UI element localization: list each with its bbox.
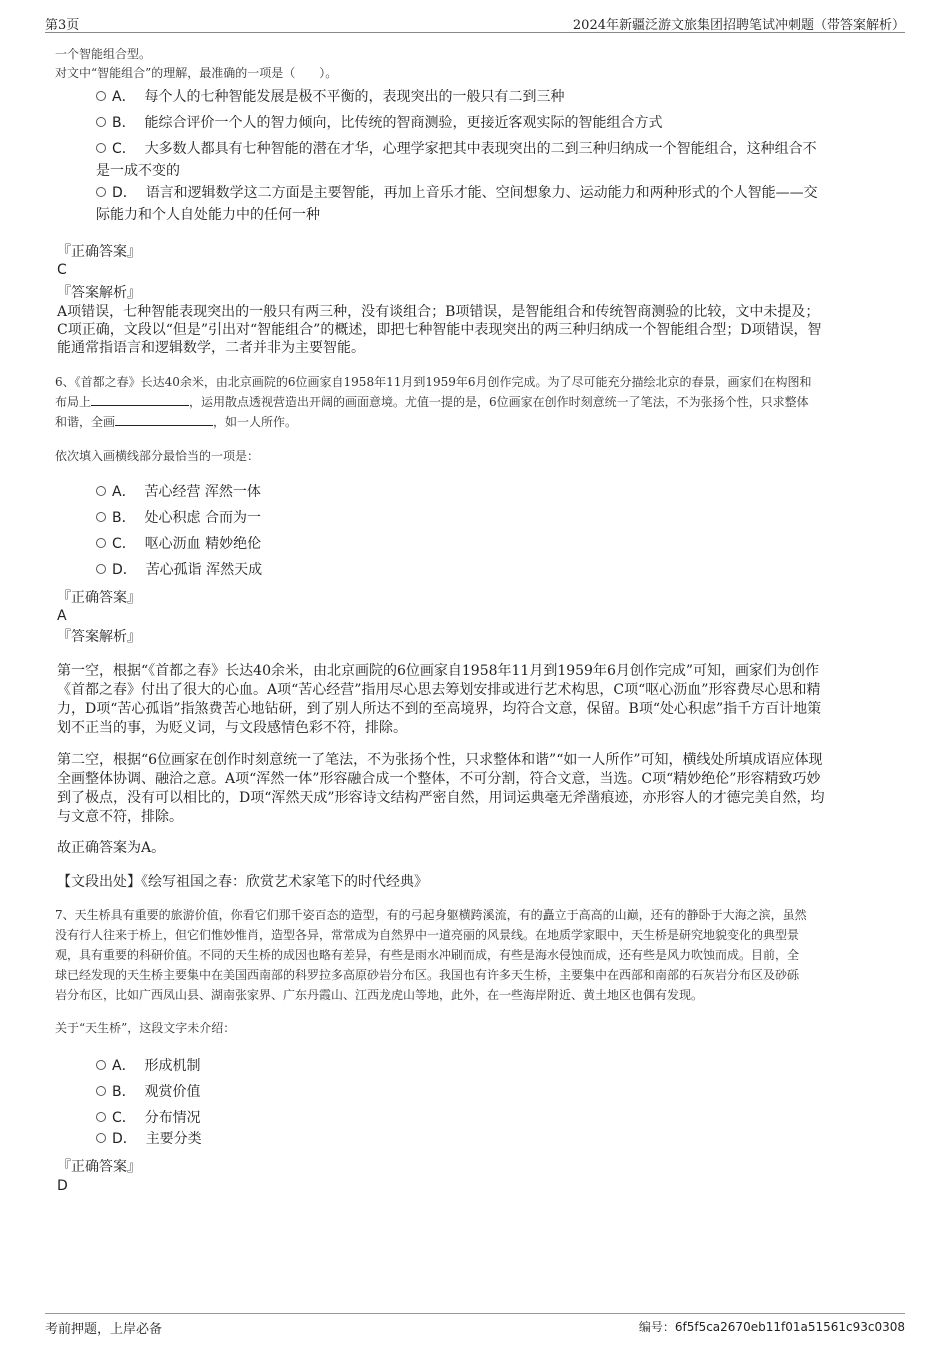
q7-stem-line: 7、天生桥具有重要的旅游价值，你看它们那千姿百态的造型，有的弓起身躯横跨溪流，有的矗立于高高的山巅，还有的静卧于大海之滨，虽然 [55,908,807,922]
q6-stem-1: 6、《首都之春》长达40余米，由北京画院的6位画家自1958年11月到1959年6月创作完成。为了尽可能充分描绘北京的春景，画家们在构图和 [55,375,812,389]
radio-icon[interactable] [96,512,106,522]
q5-option-c[interactable]: C． 大多数人都具有七种智能的潜在才华，心理学家把其中表现突出的二到三种归纳成一个智能组合，这种组合不 [96,138,817,160]
q6-analysis-line: 到了极点，没有可以相比的，D项“浑然天成”形容诗文结构严密自然，用词运典毫无斧凿痕迹，亦形容人的才德完美自然，均 [57,790,825,806]
q6-analysis-line: 第二空，根据“6位画家在创作时刻意统一了笔法，不为张扬个性，只求整体和谐”“如一人所作”可知，横线处所填成语应体现 [57,752,823,768]
q5-option-b[interactable]: B． 能综合评价一个人的智力倾向，比传统的智商测验，更接近客观实际的智能组合方式 [96,112,663,134]
q6-stem-3: 和谐，全画 ，如一人所作。 [55,415,298,429]
q6-prompt: 依次填入画横线部分最恰当的一项是： [55,449,260,463]
q5-option-d-cont: 际能力和个人自处能力中的任何一种 [96,207,320,223]
q6-analysis-line: 力，D项“苦心孤诣”指煞费苦心地钻研，到了别人所达不到的至高境界，均符合文意，保留。B项“处心积虑”指千方百计地策 [57,701,822,717]
document-code: 编号：6f5f5ca2670eb11f01a51561c93c0308 [638,1320,905,1334]
q5-analysis-line: C项正确，文段以“但是”引出对“智能组合”的概述，即把七种智能中表现突出的两三种归纳成一个智能组合型；D项错误，智 [57,322,822,338]
fill-blank-2 [115,413,213,426]
page-number: 第3页 [45,18,80,33]
radio-icon[interactable] [96,1086,106,1096]
q6-option-b[interactable]: B． 处心积虑 合而为一 [96,507,261,529]
q7-stem-line: 岩分布区，比如广西凤山县、湖南张家界、广东丹霞山、江西龙虎山等地，此外，在一些海岸附近、黄土地区也偶有发现。 [55,988,704,1002]
fill-blank-1 [91,393,189,406]
radio-icon[interactable] [96,486,106,496]
q5-analysis-heading: 『答案解析』 [57,285,141,301]
q7-stem-line: 球已经发现的天生桥主要集中在美国西南部的科罗拉多高原砂岩分布区。我国也有许多天生桥，主要集中在西部和南部的石灰岩分布区及砂砾 [55,968,800,982]
q6-analysis-line: 第一空，根据“《首都之春》长达40余米，由北京画院的6位画家自1958年11月到1959年6月创作完成”可知，画家们为创作 [57,663,820,679]
q6-analysis-line: 划不正当的事，为贬义词，与文段感情色彩不符，排除。 [57,720,407,736]
q6-analysis-line: 与文意不符，排除。 [57,809,183,825]
radio-icon[interactable] [96,538,106,548]
q6-analysis-line: 《首都之春》付出了很大的心血。A项“苦心经营”指用尽心思去筹划安排或进行艺术构思，C项“呕心沥血”形容费尽心思和精 [57,682,821,698]
q6-option-d[interactable]: D． 苦心孤诣 浑然天成 [96,559,262,581]
q5-option-c-cont: 是一成不变的 [96,163,180,179]
q5-option-a[interactable]: A． 每个人的七种智能发展是极不平衡的，表现突出的一般只有二到三种 [96,86,564,108]
radio-icon[interactable] [96,187,106,197]
q7-stem-line: 没有行人往来于桥上，但它们惟妙惟肖，造型各异，常常成为自然界中一道亮丽的风景线。在地质学家眼中，天生桥是研究地貌变化的典型景 [55,928,800,942]
page-footer [45,1313,905,1337]
radio-icon[interactable] [96,117,106,127]
q6-answer-heading: 『正确答案』 [57,590,141,606]
q7-option-d[interactable]: D． 主要分类 [96,1128,202,1150]
q6-analysis-line: 全画整体协调、融洽之意。A项“浑然一体”形容融合成一个整体，不可分割，符合文意，当选。C项“精妙绝伦”形容精致巧妙 [57,771,821,787]
radio-icon[interactable] [96,1060,106,1070]
q7-option-a[interactable]: A． 形成机制 [96,1055,200,1077]
radio-icon[interactable] [96,564,106,574]
radio-icon[interactable] [96,1133,106,1143]
q7-prompt: 关于“天生桥”，这段文字未介绍： [55,1021,236,1035]
radio-icon[interactable] [96,1112,106,1122]
document-title: 2024年新疆泛游文旅集团招聘笔试冲刺题（带答案解析） [572,18,905,33]
q5-analysis-line: A项错误，七种智能表现突出的一般只有两三种，没有谈组合；B项错误，是智能组合和传统智商测验的比较，文中未提及； [57,304,820,320]
q5-analysis-line: 能通常指语言和逻辑数学，二者并非为主要智能。 [57,340,365,356]
q7-option-c[interactable]: C． 分布情况 [96,1107,201,1129]
q5-intro-2: 对文中“智能组合”的理解，最准确的一项是（ ）。 [55,66,338,80]
q6-answer: A [57,608,67,624]
radio-icon[interactable] [96,91,106,101]
q6-option-c[interactable]: C． 呕心沥血 精妙绝伦 [96,533,261,555]
q5-answer: C [57,262,67,278]
footer-slogan: 考前押题，上岸必备 [45,1322,163,1337]
q6-option-a[interactable]: A． 苦心经营 浑然一体 [96,481,261,503]
radio-icon[interactable] [96,143,106,153]
q6-analysis-heading: 『答案解析』 [57,629,141,645]
q6-stem-2: 布局上 ，运用散点透视营造出开阔的画面意境。尤值一提的是，6位画家在创作时刻意统一了笔法，不为张扬个性，只求整体 [55,395,809,409]
page-header [45,12,905,33]
q5-option-d[interactable]: D． 语言和逻辑数学这二方面是主要智能，再加上音乐才能、空间想象力、运动能力和两种形式的个人智能——交 [96,182,818,204]
q6-conclusion: 故正确答案为A。 [57,840,166,856]
q7-option-b[interactable]: B． 观赏价值 [96,1081,201,1103]
q5-intro-1: 一个智能组合型。 [55,47,152,61]
q7-answer: D [57,1178,68,1194]
q6-source: 【文段出处】《绘写祖国之春：欣赏艺术家笔下的时代经典》 [57,874,428,890]
q7-stem-line: 观，具有重要的科研价值。不同的天生桥的成因也略有差异，有些是雨水冲刷而成，有些是海水侵蚀而成，还有些是风力吹蚀而成。目前，全 [55,948,800,962]
q5-answer-heading: 『正确答案』 [57,244,141,260]
q7-answer-heading: 『正确答案』 [57,1159,141,1175]
